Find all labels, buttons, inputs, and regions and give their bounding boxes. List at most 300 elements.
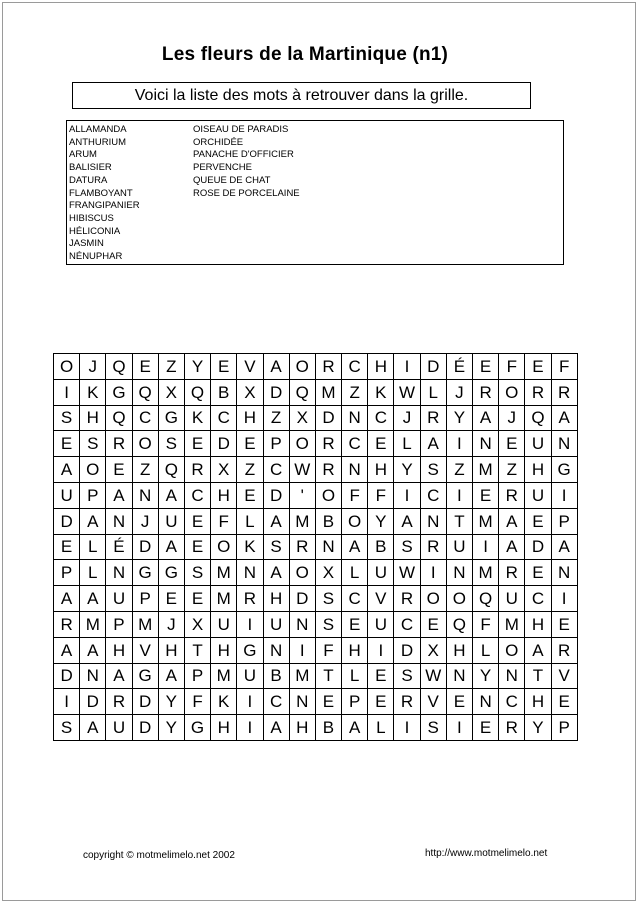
grid-cell[interactable]: E	[473, 354, 499, 380]
grid-cell[interactable]: M	[80, 612, 106, 638]
grid-cell[interactable]: I	[421, 560, 447, 586]
grid-cell[interactable]: W	[421, 664, 447, 690]
grid-cell[interactable]: B	[264, 664, 290, 690]
grid-cell[interactable]: H	[80, 406, 106, 432]
grid-cell[interactable]: I	[394, 354, 420, 380]
grid-cell[interactable]: A	[106, 664, 132, 690]
grid-cell[interactable]: Y	[447, 406, 473, 432]
grid-cell[interactable]: O	[290, 354, 316, 380]
grid-cell[interactable]: L	[80, 560, 106, 586]
grid-cell[interactable]: O	[421, 586, 447, 612]
grid-cell[interactable]: I	[290, 638, 316, 664]
grid-cell[interactable]: F	[185, 689, 211, 715]
grid-cell[interactable]: M	[473, 509, 499, 535]
grid-cell[interactable]: U	[368, 612, 394, 638]
grid-cell[interactable]: G	[552, 457, 578, 483]
grid-cell[interactable]: J	[447, 380, 473, 406]
grid-cell[interactable]: R	[54, 612, 80, 638]
grid-cell[interactable]: W	[290, 457, 316, 483]
grid-cell[interactable]: R	[316, 431, 342, 457]
grid-cell[interactable]: U	[106, 586, 132, 612]
grid-cell[interactable]: X	[185, 612, 211, 638]
grid-cell[interactable]: H	[342, 638, 368, 664]
grid-cell[interactable]: S	[394, 535, 420, 561]
grid-cell[interactable]: S	[80, 431, 106, 457]
grid-cell[interactable]: U	[106, 715, 132, 741]
grid-cell[interactable]: S	[394, 664, 420, 690]
grid-cell[interactable]: C	[342, 586, 368, 612]
grid-cell[interactable]: C	[525, 586, 551, 612]
grid-cell[interactable]: F	[342, 483, 368, 509]
grid-cell[interactable]: A	[525, 638, 551, 664]
grid-cell[interactable]: E	[211, 354, 237, 380]
grid-cell[interactable]: A	[552, 535, 578, 561]
grid-cell[interactable]: K	[80, 380, 106, 406]
grid-cell[interactable]: J	[80, 354, 106, 380]
grid-cell[interactable]: X	[421, 638, 447, 664]
grid-cell[interactable]: E	[133, 354, 159, 380]
grid-cell[interactable]: A	[159, 664, 185, 690]
grid-cell[interactable]: B	[211, 380, 237, 406]
grid-cell[interactable]: A	[54, 638, 80, 664]
grid-cell[interactable]: C	[421, 483, 447, 509]
grid-cell[interactable]: Q	[106, 354, 132, 380]
grid-cell[interactable]: E	[368, 664, 394, 690]
grid-cell[interactable]: E	[237, 483, 263, 509]
grid-cell[interactable]: R	[421, 406, 447, 432]
grid-cell[interactable]: A	[159, 483, 185, 509]
grid-cell[interactable]: P	[264, 431, 290, 457]
grid-cell[interactable]: C	[264, 689, 290, 715]
grid-cell[interactable]: L	[80, 535, 106, 561]
grid-cell[interactable]: L	[342, 664, 368, 690]
grid-cell[interactable]: F	[499, 354, 525, 380]
grid-cell[interactable]: L	[473, 638, 499, 664]
grid-cell[interactable]: N	[499, 664, 525, 690]
grid-cell[interactable]: R	[185, 457, 211, 483]
grid-cell[interactable]: A	[80, 586, 106, 612]
grid-cell[interactable]: A	[499, 535, 525, 561]
grid-cell[interactable]: N	[237, 560, 263, 586]
grid-cell[interactable]: H	[211, 638, 237, 664]
grid-cell[interactable]: X	[290, 406, 316, 432]
grid-cell[interactable]: J	[394, 406, 420, 432]
grid-cell[interactable]: A	[264, 715, 290, 741]
grid-cell[interactable]: H	[211, 715, 237, 741]
grid-cell[interactable]: N	[80, 664, 106, 690]
grid-cell[interactable]: E	[447, 689, 473, 715]
grid-cell[interactable]: C	[342, 431, 368, 457]
grid-cell[interactable]: R	[316, 457, 342, 483]
grid-cell[interactable]: O	[80, 457, 106, 483]
grid-cell[interactable]: Z	[237, 457, 263, 483]
grid-cell[interactable]: N	[133, 483, 159, 509]
grid-cell[interactable]: Z	[264, 406, 290, 432]
grid-cell[interactable]: A	[264, 354, 290, 380]
grid-cell[interactable]: D	[394, 638, 420, 664]
grid-cell[interactable]: Y	[159, 689, 185, 715]
grid-cell[interactable]: C	[211, 406, 237, 432]
grid-cell[interactable]: D	[133, 689, 159, 715]
grid-cell[interactable]: H	[368, 354, 394, 380]
grid-cell[interactable]: C	[264, 457, 290, 483]
grid-cell[interactable]: H	[447, 638, 473, 664]
grid-cell[interactable]: R	[394, 689, 420, 715]
grid-cell[interactable]: D	[421, 354, 447, 380]
grid-cell[interactable]: I	[552, 586, 578, 612]
grid-cell[interactable]: H	[525, 689, 551, 715]
grid-cell[interactable]: B	[368, 535, 394, 561]
grid-cell[interactable]: R	[237, 586, 263, 612]
grid-cell[interactable]: I	[394, 483, 420, 509]
grid-cell[interactable]: L	[368, 715, 394, 741]
grid-cell[interactable]: G	[133, 560, 159, 586]
grid-cell[interactable]: U	[525, 483, 551, 509]
grid-cell[interactable]: U	[499, 586, 525, 612]
grid-cell[interactable]: M	[211, 664, 237, 690]
grid-cell[interactable]: K	[211, 689, 237, 715]
grid-cell[interactable]: D	[316, 406, 342, 432]
grid-cell[interactable]: E	[421, 612, 447, 638]
grid-cell[interactable]: A	[264, 560, 290, 586]
grid-cell[interactable]: U	[211, 612, 237, 638]
grid-cell[interactable]: M	[133, 612, 159, 638]
grid-cell[interactable]: N	[342, 406, 368, 432]
grid-cell[interactable]: A	[80, 509, 106, 535]
grid-cell[interactable]: M	[499, 612, 525, 638]
grid-cell[interactable]: N	[106, 509, 132, 535]
grid-cell[interactable]: R	[106, 689, 132, 715]
grid-cell[interactable]: C	[185, 483, 211, 509]
grid-cell[interactable]: A	[106, 483, 132, 509]
grid-cell[interactable]: S	[54, 715, 80, 741]
grid-cell[interactable]: O	[54, 354, 80, 380]
grid-cell[interactable]: D	[133, 535, 159, 561]
grid-cell[interactable]: E	[185, 431, 211, 457]
grid-cell[interactable]: C	[342, 354, 368, 380]
grid-cell[interactable]: Y	[368, 509, 394, 535]
grid-cell[interactable]: N	[264, 638, 290, 664]
grid-cell[interactable]: M	[211, 560, 237, 586]
grid-cell[interactable]: Q	[473, 586, 499, 612]
grid-cell[interactable]: D	[54, 509, 80, 535]
grid-cell[interactable]: U	[237, 664, 263, 690]
grid-cell[interactable]: E	[54, 431, 80, 457]
grid-cell[interactable]: E	[185, 535, 211, 561]
grid-cell[interactable]: V	[552, 664, 578, 690]
grid-cell[interactable]: C	[499, 689, 525, 715]
grid-cell[interactable]: C	[368, 406, 394, 432]
grid-cell[interactable]: I	[447, 431, 473, 457]
grid-cell[interactable]: L	[342, 560, 368, 586]
grid-cell[interactable]: G	[237, 638, 263, 664]
grid-cell[interactable]: R	[473, 380, 499, 406]
grid-cell[interactable]: O	[290, 560, 316, 586]
grid-cell[interactable]: Q	[447, 612, 473, 638]
grid-cell[interactable]: C	[133, 406, 159, 432]
grid-cell[interactable]: P	[54, 560, 80, 586]
grid-cell[interactable]: Y	[185, 354, 211, 380]
grid-cell[interactable]: I	[473, 535, 499, 561]
grid-cell[interactable]: D	[54, 664, 80, 690]
grid-cell[interactable]: P	[133, 586, 159, 612]
grid-cell[interactable]: A	[54, 586, 80, 612]
grid-cell[interactable]: A	[80, 638, 106, 664]
grid-cell[interactable]: A	[54, 457, 80, 483]
grid-cell[interactable]: E	[237, 431, 263, 457]
grid-cell[interactable]: N	[290, 689, 316, 715]
grid-cell[interactable]: T	[447, 509, 473, 535]
grid-cell[interactable]: M	[211, 586, 237, 612]
grid-cell[interactable]: P	[106, 612, 132, 638]
grid-cell[interactable]: A	[473, 406, 499, 432]
grid-cell[interactable]: R	[525, 380, 551, 406]
grid-cell[interactable]: Z	[342, 380, 368, 406]
grid-cell[interactable]: M	[290, 664, 316, 690]
grid-cell[interactable]: E	[159, 586, 185, 612]
grid-cell[interactable]: P	[185, 664, 211, 690]
grid-cell[interactable]: V	[368, 586, 394, 612]
grid-cell[interactable]: E	[473, 483, 499, 509]
grid-cell[interactable]: Z	[447, 457, 473, 483]
grid-cell[interactable]: E	[552, 612, 578, 638]
grid-cell[interactable]: R	[499, 715, 525, 741]
grid-cell[interactable]: R	[106, 431, 132, 457]
grid-cell[interactable]: A	[342, 715, 368, 741]
grid-cell[interactable]: O	[447, 586, 473, 612]
grid-cell[interactable]: I	[447, 715, 473, 741]
grid-cell[interactable]: E	[525, 509, 551, 535]
grid-cell[interactable]: O	[290, 431, 316, 457]
grid-cell[interactable]: T	[525, 664, 551, 690]
grid-cell[interactable]: S	[421, 457, 447, 483]
grid-cell[interactable]: E	[368, 689, 394, 715]
grid-cell[interactable]: I	[394, 715, 420, 741]
grid-cell[interactable]: E	[473, 715, 499, 741]
grid-cell[interactable]: H	[106, 638, 132, 664]
grid-cell[interactable]: R	[394, 586, 420, 612]
grid-cell[interactable]: X	[159, 380, 185, 406]
grid-cell[interactable]: U	[525, 431, 551, 457]
grid-cell[interactable]: O	[499, 638, 525, 664]
grid-cell[interactable]: D	[290, 586, 316, 612]
grid-cell[interactable]: R	[316, 354, 342, 380]
grid-cell[interactable]: R	[552, 638, 578, 664]
grid-cell[interactable]: H	[264, 586, 290, 612]
grid-cell[interactable]: D	[211, 431, 237, 457]
grid-cell[interactable]: I	[237, 689, 263, 715]
grid-cell[interactable]: W	[394, 380, 420, 406]
grid-cell[interactable]: G	[106, 380, 132, 406]
grid-cell[interactable]: T	[185, 638, 211, 664]
grid-cell[interactable]: N	[106, 560, 132, 586]
grid-cell[interactable]: P	[552, 715, 578, 741]
grid-cell[interactable]: É	[447, 354, 473, 380]
grid-cell[interactable]: V	[237, 354, 263, 380]
grid-cell[interactable]: Z	[159, 354, 185, 380]
grid-cell[interactable]: S	[264, 535, 290, 561]
grid-cell[interactable]: Z	[133, 457, 159, 483]
grid-cell[interactable]: D	[264, 380, 290, 406]
grid-cell[interactable]: I	[237, 715, 263, 741]
grid-cell[interactable]: Y	[525, 715, 551, 741]
grid-cell[interactable]: S	[159, 431, 185, 457]
grid-cell[interactable]: F	[368, 483, 394, 509]
grid-cell[interactable]: N	[447, 560, 473, 586]
grid-cell[interactable]: E	[316, 689, 342, 715]
grid-cell[interactable]: G	[159, 406, 185, 432]
grid-cell[interactable]: H	[525, 612, 551, 638]
grid-cell[interactable]: L	[421, 380, 447, 406]
grid-cell[interactable]: A	[159, 535, 185, 561]
grid-cell[interactable]: M	[473, 457, 499, 483]
grid-cell[interactable]: X	[316, 560, 342, 586]
grid-cell[interactable]: F	[552, 354, 578, 380]
grid-cell[interactable]: U	[368, 560, 394, 586]
grid-cell[interactable]: Y	[473, 664, 499, 690]
grid-cell[interactable]: I	[552, 483, 578, 509]
grid-cell[interactable]: N	[447, 664, 473, 690]
grid-cell[interactable]: A	[394, 509, 420, 535]
grid-cell[interactable]: K	[185, 406, 211, 432]
grid-cell[interactable]: F	[316, 638, 342, 664]
grid-cell[interactable]: A	[421, 431, 447, 457]
grid-cell[interactable]: P	[80, 483, 106, 509]
grid-cell[interactable]: A	[342, 535, 368, 561]
grid-cell[interactable]: F	[473, 612, 499, 638]
grid-cell[interactable]: I	[54, 380, 80, 406]
grid-cell[interactable]: E	[525, 354, 551, 380]
grid-cell[interactable]: R	[290, 535, 316, 561]
grid-cell[interactable]: M	[290, 509, 316, 535]
grid-cell[interactable]: D	[264, 483, 290, 509]
grid-cell[interactable]: C	[394, 612, 420, 638]
grid-cell[interactable]: H	[290, 715, 316, 741]
grid-cell[interactable]: I	[368, 638, 394, 664]
grid-cell[interactable]: J	[159, 612, 185, 638]
grid-cell[interactable]: M	[473, 560, 499, 586]
grid-cell[interactable]: F	[211, 509, 237, 535]
grid-cell[interactable]: O	[499, 380, 525, 406]
grid-cell[interactable]: Z	[499, 457, 525, 483]
grid-cell[interactable]: U	[159, 509, 185, 535]
grid-cell[interactable]: B	[316, 715, 342, 741]
grid-cell[interactable]: Q	[159, 457, 185, 483]
grid-cell[interactable]: O	[133, 431, 159, 457]
grid-cell[interactable]: É	[106, 535, 132, 561]
grid-cell[interactable]: D	[80, 689, 106, 715]
grid-cell[interactable]: O	[316, 483, 342, 509]
grid-cell[interactable]: S	[54, 406, 80, 432]
grid-cell[interactable]: E	[185, 509, 211, 535]
grid-cell[interactable]: D	[525, 535, 551, 561]
grid-cell[interactable]: M	[316, 380, 342, 406]
grid-cell[interactable]: N	[552, 431, 578, 457]
grid-cell[interactable]: J	[133, 509, 159, 535]
grid-cell[interactable]: O	[211, 535, 237, 561]
grid-cell[interactable]: E	[499, 431, 525, 457]
grid-cell[interactable]: B	[316, 509, 342, 535]
grid-cell[interactable]: R	[499, 560, 525, 586]
grid-cell[interactable]: L	[394, 431, 420, 457]
grid-cell[interactable]: T	[316, 664, 342, 690]
grid-cell[interactable]: E	[342, 612, 368, 638]
grid-cell[interactable]: Q	[133, 380, 159, 406]
grid-cell[interactable]: E	[54, 535, 80, 561]
grid-cell[interactable]: J	[499, 406, 525, 432]
grid-cell[interactable]: H	[525, 457, 551, 483]
grid-cell[interactable]: G	[133, 664, 159, 690]
grid-cell[interactable]: N	[421, 509, 447, 535]
grid-cell[interactable]: R	[499, 483, 525, 509]
grid-cell[interactable]: N	[473, 689, 499, 715]
grid-cell[interactable]: I	[447, 483, 473, 509]
grid-cell[interactable]: Q	[290, 380, 316, 406]
grid-cell[interactable]: U	[54, 483, 80, 509]
grid-cell[interactable]: R	[421, 535, 447, 561]
grid-cell[interactable]: A	[80, 715, 106, 741]
grid-cell[interactable]: G	[185, 715, 211, 741]
grid-cell[interactable]: N	[473, 431, 499, 457]
grid-cell[interactable]: U	[264, 612, 290, 638]
grid-cell[interactable]: Y	[394, 457, 420, 483]
grid-cell[interactable]: D	[133, 715, 159, 741]
grid-cell[interactable]: H	[368, 457, 394, 483]
grid-cell[interactable]: E	[552, 689, 578, 715]
grid-cell[interactable]: '	[290, 483, 316, 509]
grid-cell[interactable]: S	[185, 560, 211, 586]
grid-cell[interactable]: Q	[185, 380, 211, 406]
grid-cell[interactable]: Q	[525, 406, 551, 432]
grid-cell[interactable]: O	[342, 509, 368, 535]
grid-cell[interactable]: K	[368, 380, 394, 406]
grid-cell[interactable]: K	[237, 535, 263, 561]
grid-cell[interactable]: V	[133, 638, 159, 664]
grid-cell[interactable]: I	[54, 689, 80, 715]
grid-cell[interactable]: E	[185, 586, 211, 612]
grid-cell[interactable]: R	[552, 380, 578, 406]
grid-cell[interactable]: E	[525, 560, 551, 586]
grid-cell[interactable]: S	[421, 715, 447, 741]
grid-cell[interactable]: A	[499, 509, 525, 535]
grid-cell[interactable]: E	[368, 431, 394, 457]
grid-cell[interactable]: P	[552, 509, 578, 535]
grid-cell[interactable]: N	[342, 457, 368, 483]
grid-cell[interactable]: Q	[106, 406, 132, 432]
grid-cell[interactable]: E	[106, 457, 132, 483]
grid-cell[interactable]: Y	[159, 715, 185, 741]
grid-cell[interactable]: X	[237, 380, 263, 406]
grid-cell[interactable]: U	[447, 535, 473, 561]
grid-cell[interactable]: A	[264, 509, 290, 535]
grid-cell[interactable]: L	[237, 509, 263, 535]
grid-cell[interactable]: V	[421, 689, 447, 715]
grid-cell[interactable]: P	[342, 689, 368, 715]
grid-cell[interactable]: I	[237, 612, 263, 638]
grid-cell[interactable]: S	[316, 586, 342, 612]
grid-cell[interactable]: G	[159, 560, 185, 586]
grid-cell[interactable]: N	[290, 612, 316, 638]
grid-cell[interactable]: H	[159, 638, 185, 664]
grid-cell[interactable]: S	[316, 612, 342, 638]
grid-cell[interactable]: H	[237, 406, 263, 432]
grid-cell[interactable]: W	[394, 560, 420, 586]
grid-cell[interactable]: N	[316, 535, 342, 561]
grid-cell[interactable]: X	[211, 457, 237, 483]
grid-cell[interactable]: H	[211, 483, 237, 509]
grid-cell[interactable]: N	[552, 560, 578, 586]
grid-cell[interactable]: A	[552, 406, 578, 432]
